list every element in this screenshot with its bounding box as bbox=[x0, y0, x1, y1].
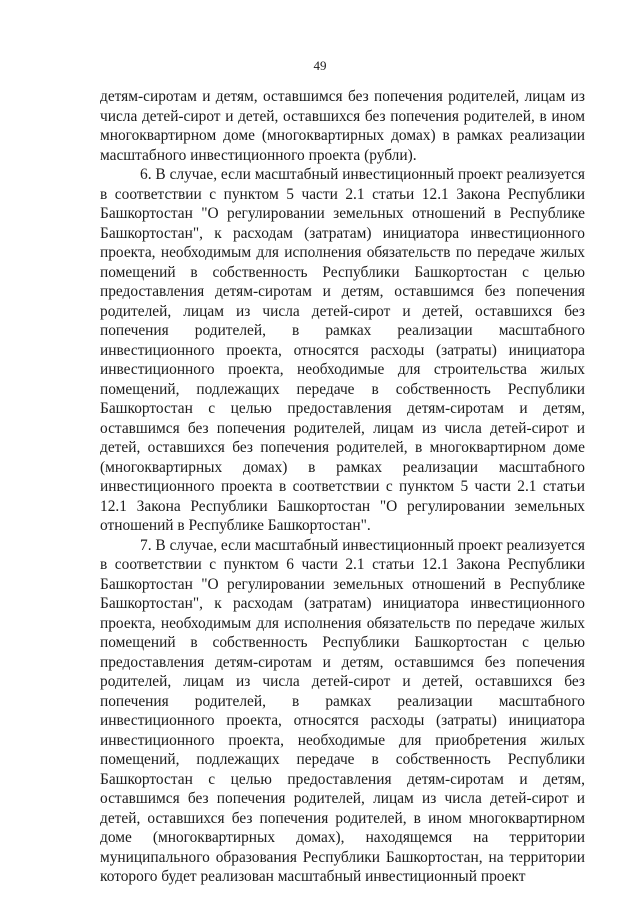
paragraph-continuation: детям-сиротам и детям, оставшимся без попечения родителей, лицам из числа детей-сирот и детей, оставшихся без попечения родителей, в ином многоквартирном доме (многоквартирных домах) в рамках реализации масштабного инвестиционного проекта (рубли). bbox=[100, 88, 585, 164]
page-number: 49 bbox=[313, 58, 327, 73]
paragraph-item-6: 6. В случае, если масштабный инвестиционный проект реализуется в соответствии с пунктом 5 части 2.1 статьи 12.1 Закона Республики Башкортостан "О регулировании земельных отношений в Республике Башкортостан", к расходам (затратам) инициатора инвестиционного проекта, необходимым для исполнения обязательств по передаче жилых помещений в собственность Республики Башкортостан с целью предоставления детям-сиротам и детям, оставшимся без попечения родителей, лицам из числа детей-сирот и детей, оставшихся без попечения родителей, в рамках реализации масштабного инвестиционного проекта, относятся расходы (затраты) инициатора инвестиционного проекта, необходимые для строительства жилых помещений, подлежащих передаче в собственность Республики Башкортостан с целью предоставления детям-сиротам и детям, оставшимся без попечения родителей, лицам из числа детей-сирот и детей, оставшихся без попечения родителей, в многоквартирном доме (многоквартирных домах) в рамках реализации масштабного инвестиционного проекта в соответствии с пунктом 5 части 2.1 статьи 12.1 Закона Республики Башкортостан "О регулировании земельных отношений в Республике Башкортостан". bbox=[100, 166, 585, 534]
paragraph-item-7: 7. В случае, если масштабный инвестиционный проект реализуется в соответствии с пунктом 6 части 2.1 статьи 12.1 Закона Республики Башкортостан "О регулировании земельных отношений в Республике Башкортостан", к расходам (затратам) инициатора инвестиционного проекта, необходимым для исполнения обязательств по передаче жилых помещений в собственность Республики Башкортостан с целью предоставления детям-сиротам и детям, оставшимся без попечения родителей, лицам из числа детей-сирот и детей, оставшихся без попечения родителей, в рамках реализации масштабного инвестиционного проекта, относятся расходы (затраты) инициатора инвестиционного проекта, необходимые для приобретения жилых помещений, подлежащих передаче в собственность Республики Башкортостан с целью предоставления детям-сиротам и детям, оставшимся без попечения родителей, лицам из числа детей-сирот и детей, оставшихся без попечения родителей, в ином многоквартирном доме (многоквартирных домах), находящемся на территории муниципального образования Республики Башкортостан, на территории которого будет реализован масштабный инвестиционный проект bbox=[100, 536, 585, 885]
document-body bbox=[100, 87, 585, 887]
